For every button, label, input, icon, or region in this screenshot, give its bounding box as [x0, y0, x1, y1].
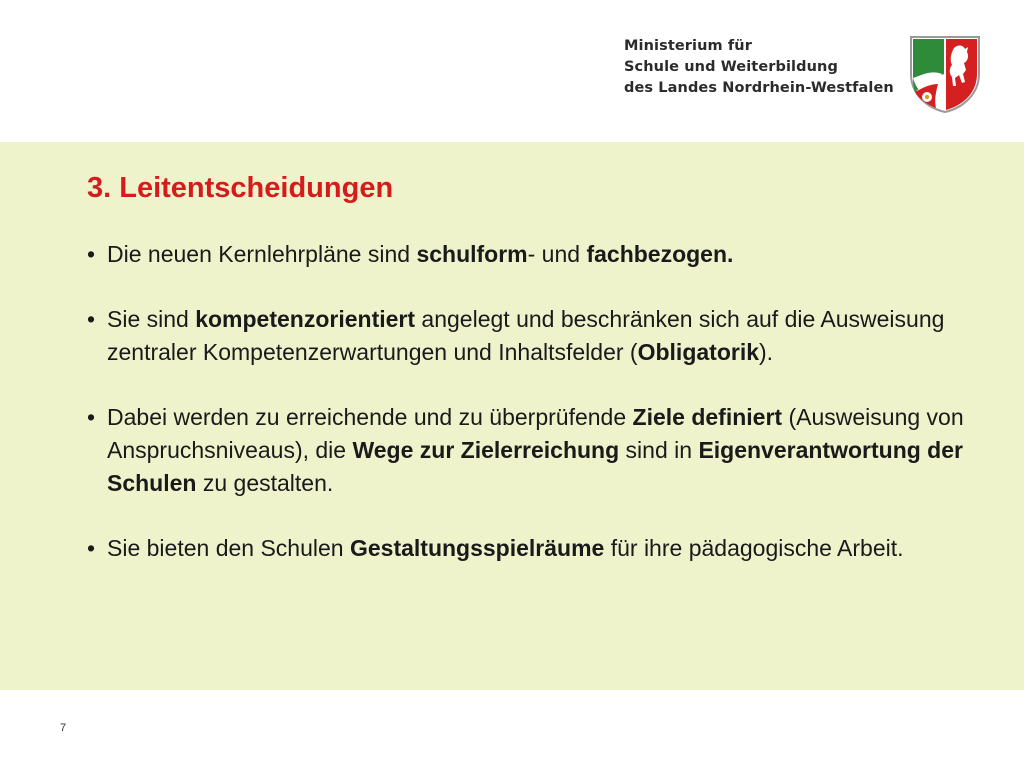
bullet-item [87, 401, 967, 500]
bullet-icon: • [87, 306, 96, 332]
bullet-item [87, 238, 967, 271]
seg-bold: Obligatorik [637, 339, 759, 365]
seg: Die neuen Kernlehrpläne sind [107, 241, 417, 267]
footer [0, 690, 1024, 768]
seg-bold: kompetenzorientiert [195, 306, 416, 332]
seg: sind in [619, 437, 699, 463]
ministry-line: Ministerium für [624, 38, 752, 54]
slide-title: 3. Leitentscheidungen [87, 172, 394, 204]
seg: für ihre pädagogische Arbeit. [604, 535, 904, 561]
page-number: 7 [60, 722, 67, 734]
content-area [0, 142, 1024, 690]
seg: ). [759, 339, 774, 365]
seg-bold: Gestaltungsspielräume [349, 535, 605, 561]
bullet-icon: • [87, 404, 96, 430]
seg-bold: schulform [416, 241, 528, 267]
seg: Sie sind [107, 306, 196, 332]
ministry-line: Schule und Weiterbildung [624, 59, 838, 75]
bullet-item [87, 532, 967, 565]
bullet-icon: • [87, 241, 96, 267]
seg-bold: Eigenverantwortung der Schulen [107, 437, 963, 496]
bullet-icon: • [87, 535, 96, 561]
seg: (Ausweisung von Anspruchsniveaus), die [107, 404, 964, 463]
ministry-line: des Landes Nordrhein-Westfalen [624, 80, 894, 96]
seg: angelegt und beschränken sich auf die Ausweisung zentraler Kompetenzerwartungen und Inhaltsfelder ( [107, 306, 945, 365]
ministry-name [624, 36, 894, 99]
bullet-item [87, 303, 967, 369]
bullet-list [87, 238, 967, 597]
seg: zu gestalten. [196, 470, 334, 496]
seg-bold: Wege zur Zielerreichung [352, 437, 620, 463]
seg-bold: Ziele definiert [632, 404, 783, 430]
nrw-coat-of-arms-icon [908, 34, 982, 114]
seg: Sie bieten den Schulen [107, 535, 350, 561]
seg-bold: fachbezogen. [586, 241, 734, 267]
seg: - und [527, 241, 587, 267]
seg: Dabei werden zu erreichende und zu überprüfende [107, 404, 633, 430]
header [0, 0, 1024, 142]
